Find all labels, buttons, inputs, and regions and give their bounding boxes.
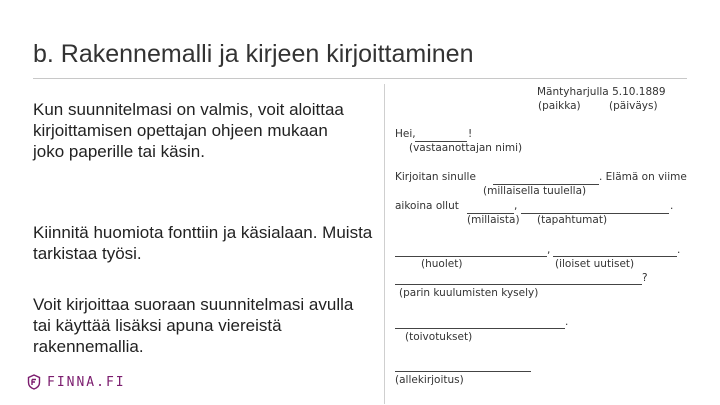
period-2: . [677, 244, 681, 256]
instruction-paragraph-2: Kiinnitä huomiota fonttiin ja käsialaan. Muista tarkistaa työsi. [33, 223, 373, 263]
comma-2: , [547, 244, 551, 256]
wishes-line [395, 328, 565, 329]
good-news-hint: (iloiset uutiset) [555, 258, 635, 270]
news-question-hint: (parin kuulumisten kysely) [399, 287, 539, 299]
worries-hint: (huolet) [421, 258, 463, 270]
finna-logo-icon [27, 374, 41, 390]
mood-hint: (millaisella tuulella) [483, 185, 587, 197]
finna-logo-text: FINNA.FI [47, 374, 126, 390]
period-1: . [670, 200, 674, 212]
place-hint: (paikka) [538, 100, 581, 112]
good-news-line [553, 256, 677, 257]
period-3: . [565, 316, 569, 328]
instruction-paragraph-3: Voit kirjoittaa suoraan suunnitelmasi avulla tai käyttää lisäksi apuna viereistä rakennemallia. [33, 295, 354, 356]
title-divider [33, 78, 687, 79]
kind-hint: (millaista) [467, 214, 520, 226]
finna-logo [27, 374, 126, 390]
write-to-you: Kirjoitan sinulle [395, 171, 476, 183]
date-hint: (päiväys) [609, 100, 658, 112]
wishes-hint: (toivotukset) [405, 331, 473, 343]
times-were: aikoina ollut [395, 200, 459, 212]
place-date: Mäntyharjulla 5.10.1889 [537, 86, 666, 98]
signature-hint: (allekirjoitus) [395, 374, 464, 386]
greeting-end: ! [468, 128, 473, 140]
news-question-line [395, 284, 642, 285]
instruction-paragraph-1: Kun suunnitelmasi on valmis, voit aloittaa kirjoittamisen opettajan ohjeen mukaan joko paperille tai käsin. [33, 100, 344, 161]
question-mark: ? [642, 272, 648, 284]
greeting: Hei, [395, 128, 416, 140]
signature-line [395, 371, 531, 372]
life-lately: . Elämä on viime [599, 171, 687, 183]
comma-1: , [514, 200, 518, 212]
letter-template [385, 84, 720, 405]
slide-title: b. Rakennemalli ja kirjeen kirjoittaminen [33, 40, 474, 68]
recipient-hint: (vastaanottajan nimi) [409, 142, 523, 154]
events-hint: (tapahtumat) [537, 214, 608, 226]
worries-line [395, 256, 547, 257]
